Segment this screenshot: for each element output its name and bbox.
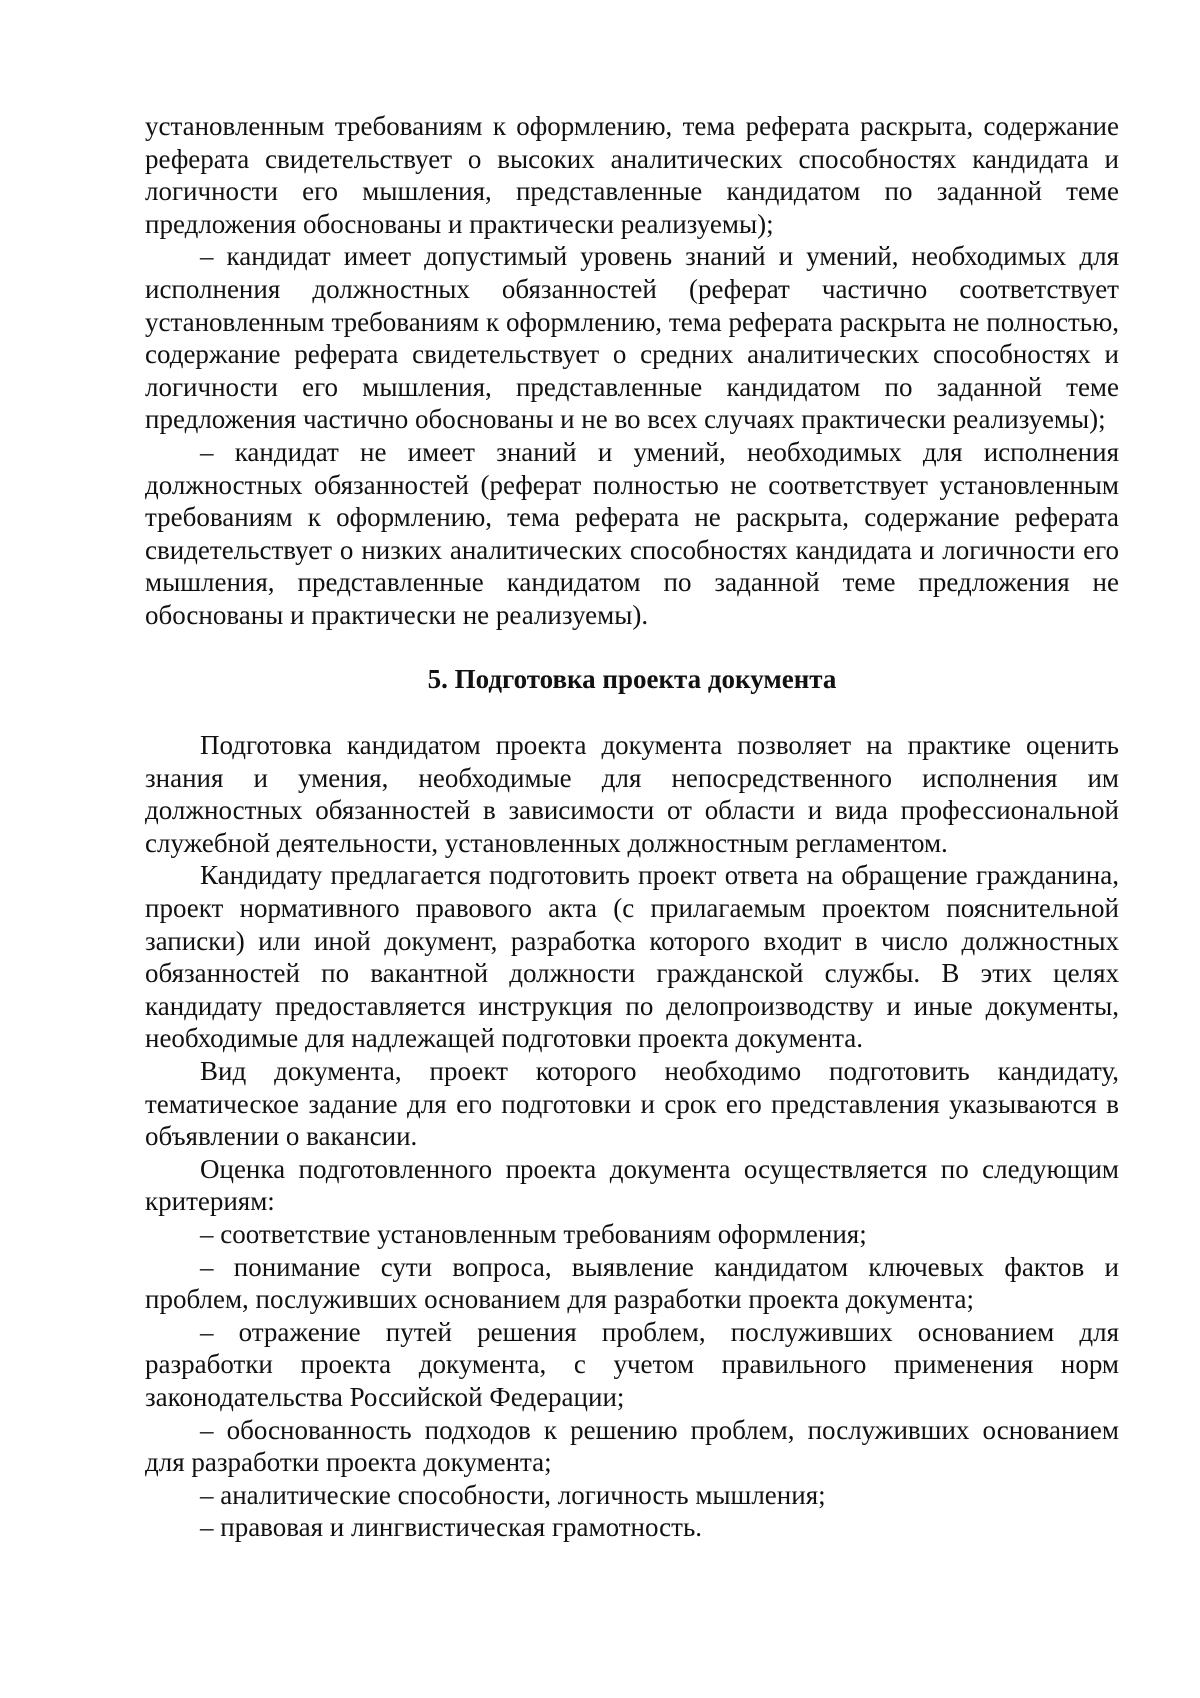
paragraph-no-knowledge: – кандидат не имеет знаний и умений, необходимых для исполнения должностных обязанностей (реферат полностью не соответствует установленным требованиям к оформлению, тема реферата не раскрыта, содержание реферата свидетельствует о низких аналитических способностях кандидата и логичности его мышления, представленные кандидатом по заданной теме предложения не обоснованы и практически не реализуемы). (145, 436, 1119, 630)
criteria-item: – понимание сути вопроса, выявление кандидатом ключевых фактов и проблем, послуживших основанием для разработки проекта документа; (145, 1251, 1119, 1315)
spacer (145, 695, 1119, 729)
criteria-item: – обоснованность подходов к решению проблем, послуживших основанием для разработки проекта документа; (145, 1414, 1119, 1478)
spacer (145, 632, 1119, 663)
criteria-item: – отражение путей решения проблем, послуживших основанием для разработки проекта документа, с учетом правильного применения норм законодательства Российской Федерации; (145, 1316, 1119, 1412)
criteria-item: – соответствие установленным требованиям оформления; (200, 1219, 867, 1249)
document-page (145, 110, 1119, 1544)
paragraph-intro: Подготовка кандидатом проекта документа позволяет на практике оценить знания и умения, необходимые для непосредственного исполнения им должностных обязанностей в зависимости от области и вида профессиональной служебной деятельности, установленных должностным регламентом. (145, 730, 1119, 858)
paragraph-candidate-task: Кандидату предлагается подготовить проект ответа на обращение гражданина, проект нормативного правового акта (с прилагаемым проектом пояснительной записки) или иной документ, разработка которого входит в число должностных обязанностей по вакантной должности гражданской службы. В этих целях кандидату предоставляется инструкция по делопроизводству и иные документы, необходимые для надлежащей подготовки проекта документа. (145, 860, 1119, 1054)
paragraph-acceptable-level: – кандидат имеет допустимый уровень знаний и умений, необходимых для исполнения должностных обязанностей (реферат частично соответствует установленным требованиям к оформлению, тема реферата раскрыта не полностью, содержание реферата свидетельствует о средних аналитических способностях и логичности его мышления, представленные кандидатом по заданной теме предложения частично обоснованы и не во всех случаях практически реализуемы); (145, 241, 1119, 435)
paragraph-document-type: Вид документа, проект которого необходимо подготовить кандидату, тематическое задание для его подготовки и срок его представления указываются в объявлении о вакансии. (145, 1056, 1119, 1152)
section-heading: 5. Подготовка проекта документа (427, 663, 837, 694)
paragraph-continuation: установленным требованиям к оформлению, тема реферата раскрыта, содержание реферата свидетельствует о высоких аналитических способностях кандидата и логичности его мышления, представленные кандидатом по заданной теме предложения обоснованы и практически реализуемы); (145, 111, 1119, 239)
paragraph-criteria-intro: Оценка подготовленного проекта документа осуществляется по следующим критериям: (145, 1153, 1119, 1217)
criteria-item: – аналитические способности, логичность мышления; (200, 1479, 826, 1510)
criteria-item: – правовая и лингвистическая грамотность. (200, 1512, 703, 1543)
